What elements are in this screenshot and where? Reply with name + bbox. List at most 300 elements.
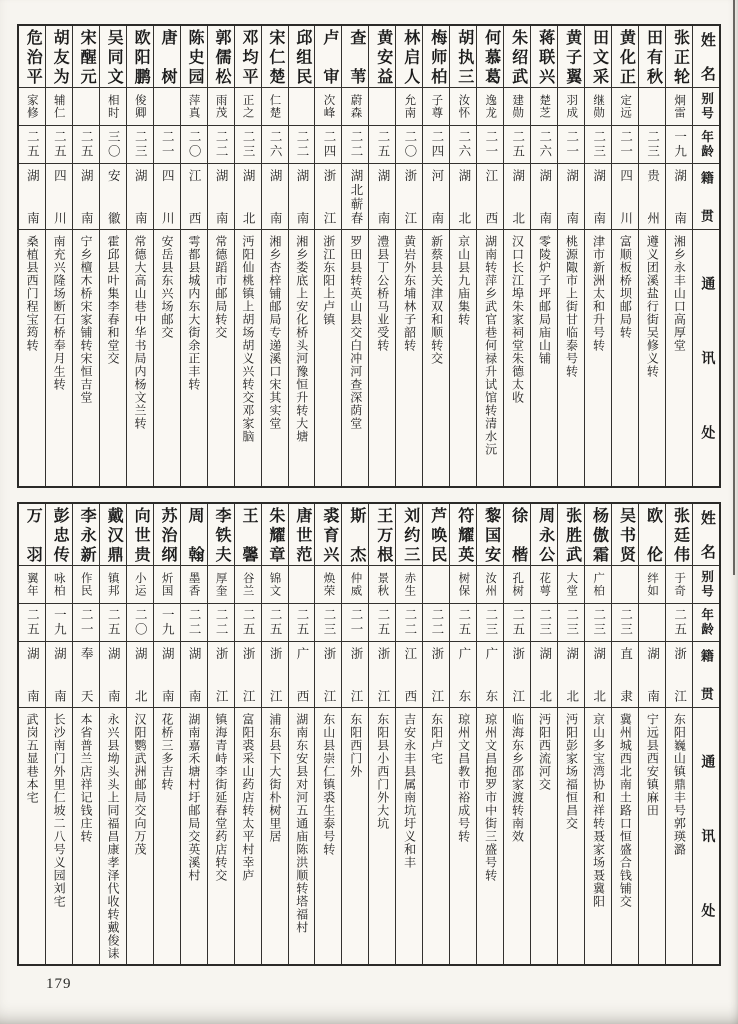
person-name: 吴书贤 bbox=[617, 507, 635, 562]
native-place-cell bbox=[181, 164, 207, 230]
person-name: 邱组民 bbox=[293, 29, 311, 84]
address-cell bbox=[585, 230, 611, 486]
person-column bbox=[288, 504, 315, 964]
person-native-place: 广东 bbox=[483, 647, 498, 702]
person-age: 一九 bbox=[672, 130, 687, 159]
native-place-cell bbox=[100, 164, 126, 230]
alias-cell bbox=[423, 566, 449, 604]
name-cell bbox=[19, 504, 45, 566]
person-column bbox=[638, 26, 665, 486]
native-place-cell bbox=[666, 642, 692, 708]
age-cell bbox=[666, 604, 692, 642]
person-name: 裘育兴 bbox=[320, 507, 338, 562]
person-column bbox=[638, 504, 665, 964]
person-native-place: 奉天 bbox=[79, 647, 94, 702]
person-address: 浙江东阳上卢镇 bbox=[321, 235, 336, 326]
person-native-place: 浙江 bbox=[268, 647, 283, 702]
address-cell bbox=[73, 230, 99, 486]
address-cell bbox=[477, 708, 503, 964]
alias-cell bbox=[612, 88, 638, 126]
person-column bbox=[19, 26, 45, 486]
alias-cell bbox=[450, 566, 476, 604]
name-cell bbox=[666, 26, 692, 88]
name-cell bbox=[369, 26, 395, 88]
person-name: 欧伦 bbox=[644, 507, 662, 562]
age-cell bbox=[289, 604, 315, 642]
name-cell bbox=[342, 504, 368, 566]
name-cell bbox=[181, 504, 207, 566]
person-age: 二三 bbox=[241, 130, 256, 159]
person-alias: 汝州 bbox=[484, 572, 497, 597]
age-cell bbox=[396, 604, 422, 642]
person-alias: 小运 bbox=[133, 572, 146, 597]
person-address: 富阳裘采山药店转太平村幸庐 bbox=[240, 713, 255, 882]
person-alias: 羽成 bbox=[565, 94, 578, 119]
address-cell bbox=[531, 230, 557, 486]
alias-cell bbox=[396, 88, 422, 126]
person-alias: 翼年 bbox=[25, 572, 38, 597]
native-place-cell bbox=[235, 164, 261, 230]
person-column bbox=[72, 26, 99, 486]
person-column bbox=[207, 504, 234, 964]
person-alias: 孔树 bbox=[511, 572, 524, 597]
person-column bbox=[476, 504, 503, 964]
alias-cell bbox=[369, 566, 395, 604]
name-cell bbox=[612, 26, 638, 88]
alias-cell bbox=[504, 566, 530, 604]
person-column bbox=[584, 26, 611, 486]
name-cell bbox=[235, 504, 261, 566]
address-cell bbox=[450, 230, 476, 486]
person-age: 二四 bbox=[322, 130, 337, 159]
age-cell bbox=[450, 126, 476, 164]
age-cell bbox=[342, 126, 368, 164]
person-native-place: 湖南 bbox=[672, 169, 687, 224]
person-age: 二一 bbox=[618, 130, 633, 159]
age-cell bbox=[19, 604, 45, 642]
name-cell bbox=[477, 504, 503, 566]
person-native-place: 江西 bbox=[187, 169, 202, 224]
name-cell bbox=[73, 504, 99, 566]
address-cell bbox=[639, 230, 665, 486]
person-age: 一九 bbox=[160, 608, 175, 637]
person-age: 二二 bbox=[295, 130, 310, 159]
person-alias: 赤生 bbox=[403, 572, 416, 597]
person-native-place: 湖北 bbox=[456, 169, 471, 224]
person-column bbox=[341, 504, 368, 964]
person-age: 二三 bbox=[564, 608, 579, 637]
age-cell bbox=[19, 126, 45, 164]
person-column bbox=[449, 504, 476, 964]
person-age: 二一 bbox=[483, 130, 498, 159]
person-native-place: 安徽 bbox=[106, 169, 121, 224]
header-column bbox=[692, 504, 719, 964]
person-native-place: 湖北蕲春 bbox=[348, 169, 363, 224]
person-native-place: 浙江 bbox=[429, 647, 444, 702]
alias-cell bbox=[585, 566, 611, 604]
address-cell bbox=[262, 230, 288, 486]
person-age: 二三 bbox=[322, 608, 337, 637]
alias-cell bbox=[477, 88, 503, 126]
person-column bbox=[341, 26, 368, 486]
alias-cell bbox=[585, 88, 611, 126]
person-column bbox=[261, 26, 288, 486]
person-native-place: 湖南 bbox=[295, 169, 310, 224]
person-column bbox=[72, 504, 99, 964]
person-alias: 允南 bbox=[403, 94, 416, 119]
header-age-label: 年龄 bbox=[699, 130, 714, 159]
person-name: 卢审 bbox=[320, 29, 338, 84]
alias-cell bbox=[46, 566, 72, 604]
name-cell bbox=[100, 26, 126, 88]
address-cell bbox=[369, 230, 395, 486]
age-cell bbox=[100, 604, 126, 642]
address-cell bbox=[639, 708, 665, 964]
person-name: 杨傲霜 bbox=[590, 507, 608, 562]
person-column bbox=[557, 504, 584, 964]
person-alias: 焕荣 bbox=[322, 572, 335, 597]
person-age: 二五 bbox=[375, 608, 390, 637]
name-cell bbox=[289, 26, 315, 88]
address-cell bbox=[208, 230, 234, 486]
address-cell bbox=[154, 708, 180, 964]
name-cell bbox=[127, 504, 153, 566]
person-address: 汉阳鹦武洲邮局交向万茂 bbox=[132, 713, 147, 856]
native-place-cell bbox=[154, 164, 180, 230]
native-place-cell bbox=[315, 642, 341, 708]
person-age: 二五 bbox=[268, 608, 283, 637]
person-address: 南充兴隆场断石桥奉月生转 bbox=[52, 235, 67, 391]
address-cell bbox=[585, 708, 611, 964]
person-address: 桃源陬市上街甘临泰号转 bbox=[564, 235, 579, 378]
name-cell bbox=[315, 504, 341, 566]
native-place-cell bbox=[558, 164, 584, 230]
name-cell bbox=[154, 504, 180, 566]
person-column bbox=[665, 504, 692, 964]
address-cell bbox=[181, 708, 207, 964]
address-cell bbox=[396, 708, 422, 964]
header-address-cell bbox=[693, 230, 719, 486]
person-address: 澧县丁公桥马业受转 bbox=[375, 235, 390, 352]
header-name-label: 姓名 bbox=[698, 32, 715, 81]
alias-cell bbox=[639, 566, 665, 604]
name-cell bbox=[46, 504, 72, 566]
person-age: 二一 bbox=[348, 608, 363, 637]
age-cell bbox=[585, 126, 611, 164]
person-age: 二三 bbox=[618, 608, 633, 637]
person-native-place: 湖南 bbox=[591, 169, 606, 224]
header-native-place-cell bbox=[693, 642, 719, 708]
name-cell bbox=[423, 26, 449, 88]
address-cell bbox=[612, 230, 638, 486]
person-name: 张胜武 bbox=[563, 507, 581, 562]
address-cell bbox=[100, 708, 126, 964]
person-native-place: 湖北 bbox=[564, 647, 579, 702]
person-alias: 萍真 bbox=[187, 94, 200, 119]
name-cell bbox=[558, 504, 584, 566]
name-cell bbox=[639, 26, 665, 88]
age-cell bbox=[639, 126, 665, 164]
person-native-place: 湖南 bbox=[645, 647, 660, 702]
alias-cell bbox=[100, 566, 126, 604]
age-cell bbox=[423, 126, 449, 164]
name-cell bbox=[235, 26, 261, 88]
age-cell bbox=[262, 126, 288, 164]
person-address: 宁远县西安镇麻田 bbox=[645, 713, 660, 817]
address-cell bbox=[289, 708, 315, 964]
person-alias: 汝怀 bbox=[457, 94, 470, 119]
person-address: 吉安永丰县属南坑圩义和丰 bbox=[402, 713, 417, 869]
header-address-cell bbox=[693, 708, 719, 964]
alias-cell bbox=[666, 88, 692, 126]
address-cell bbox=[369, 708, 395, 964]
person-age: 二三 bbox=[645, 130, 660, 159]
person-native-place: 浙江 bbox=[322, 647, 337, 702]
person-alias: 正之 bbox=[241, 94, 254, 119]
person-native-place: 浙江 bbox=[322, 169, 337, 224]
person-column bbox=[503, 26, 530, 486]
person-address: 雩都县城内东大街余正丰转 bbox=[186, 235, 201, 391]
person-age: 一九 bbox=[52, 608, 67, 637]
age-cell bbox=[531, 604, 557, 642]
person-native-place: 湖北 bbox=[133, 647, 148, 702]
person-address: 武岗五显巷本宅 bbox=[25, 713, 40, 804]
native-place-cell bbox=[396, 164, 422, 230]
person-name: 李铁夫 bbox=[212, 507, 230, 562]
person-age: 二〇 bbox=[187, 130, 202, 159]
person-column bbox=[207, 26, 234, 486]
alias-cell bbox=[181, 88, 207, 126]
person-age: 二三 bbox=[591, 130, 606, 159]
alias-cell bbox=[208, 88, 234, 126]
age-cell bbox=[369, 126, 395, 164]
person-native-place: 浙江 bbox=[214, 647, 229, 702]
age-cell bbox=[612, 604, 638, 642]
address-cell bbox=[46, 230, 72, 486]
person-name: 李永新 bbox=[78, 507, 96, 562]
age-cell bbox=[585, 604, 611, 642]
person-column bbox=[476, 26, 503, 486]
alias-cell bbox=[450, 88, 476, 126]
native-place-cell bbox=[262, 642, 288, 708]
person-native-place: 四川 bbox=[52, 169, 67, 224]
age-cell bbox=[235, 604, 261, 642]
person-alias: 楚芝 bbox=[538, 94, 551, 119]
person-alias: 子尊 bbox=[430, 94, 443, 119]
person-alias: 定远 bbox=[619, 94, 632, 119]
name-cell bbox=[154, 26, 180, 88]
person-alias: 谷兰 bbox=[241, 572, 254, 597]
age-cell bbox=[531, 126, 557, 164]
name-cell bbox=[585, 504, 611, 566]
person-column bbox=[530, 26, 557, 486]
person-address: 琼州文昌教市裕成号转 bbox=[456, 713, 471, 843]
person-age: 二六 bbox=[537, 130, 552, 159]
native-place-cell bbox=[504, 164, 530, 230]
address-cell bbox=[208, 708, 234, 964]
person-native-place: 浙江 bbox=[402, 169, 417, 224]
person-alias: 咏柏 bbox=[52, 572, 65, 597]
person-age: 二二 bbox=[429, 608, 444, 637]
person-age: 二二 bbox=[214, 608, 229, 637]
person-alias: 花萼 bbox=[538, 572, 551, 597]
person-native-place: 湖南 bbox=[268, 169, 283, 224]
person-native-place: 湖南 bbox=[52, 647, 67, 702]
alias-cell bbox=[127, 88, 153, 126]
person-name: 张正轮 bbox=[671, 29, 689, 84]
alias-cell bbox=[262, 88, 288, 126]
person-address: 富顺板桥坝邮局转 bbox=[618, 235, 633, 339]
person-name: 危治平 bbox=[24, 29, 42, 84]
address-cell bbox=[262, 708, 288, 964]
person-name: 田文采 bbox=[590, 29, 608, 84]
person-native-place: 湖南 bbox=[187, 647, 202, 702]
person-address: 沔阳彭家场福恒昌交 bbox=[564, 713, 579, 830]
native-place-cell bbox=[342, 164, 368, 230]
name-cell bbox=[612, 504, 638, 566]
person-column bbox=[665, 26, 692, 486]
person-native-place: 四川 bbox=[618, 169, 633, 224]
person-name: 黎国安 bbox=[482, 507, 500, 562]
alias-cell bbox=[73, 566, 99, 604]
person-column bbox=[126, 504, 153, 964]
person-name: 戴汉鼎 bbox=[105, 507, 123, 562]
address-cell bbox=[396, 230, 422, 486]
alias-cell bbox=[531, 566, 557, 604]
name-cell bbox=[396, 26, 422, 88]
address-cell bbox=[154, 230, 180, 486]
address-cell bbox=[558, 230, 584, 486]
address-cell bbox=[315, 230, 341, 486]
person-address: 湘乡永丰山口高厚堂 bbox=[672, 235, 687, 352]
alias-cell bbox=[612, 566, 638, 604]
name-cell bbox=[262, 26, 288, 88]
person-age: 二五 bbox=[241, 608, 256, 637]
age-cell bbox=[342, 604, 368, 642]
age-cell bbox=[208, 126, 234, 164]
header-native-place-label: 籍贯 bbox=[698, 171, 714, 222]
person-column bbox=[503, 504, 530, 964]
name-cell bbox=[73, 26, 99, 88]
person-column bbox=[126, 26, 153, 486]
person-alias: 仁楚 bbox=[268, 94, 281, 119]
person-native-place: 直隶 bbox=[618, 647, 633, 702]
person-native-place: 广西 bbox=[295, 647, 310, 702]
native-place-cell bbox=[208, 164, 234, 230]
name-cell bbox=[639, 504, 665, 566]
person-column bbox=[422, 504, 449, 964]
person-address: 霍邱县叶集李春和堂交 bbox=[106, 235, 120, 365]
age-cell bbox=[450, 604, 476, 642]
person-name: 刘约三 bbox=[401, 507, 419, 562]
native-place-cell bbox=[450, 642, 476, 708]
person-name: 吴同文 bbox=[105, 29, 123, 84]
person-column bbox=[234, 504, 261, 964]
address-cell bbox=[558, 708, 584, 964]
age-cell bbox=[46, 126, 72, 164]
name-cell bbox=[504, 504, 530, 566]
native-place-cell bbox=[423, 164, 449, 230]
native-place-cell bbox=[639, 642, 665, 708]
person-age: 二六 bbox=[268, 130, 283, 159]
person-address: 琼州文昌抱罗市中街三盛号转 bbox=[483, 713, 498, 882]
address-cell bbox=[127, 708, 153, 964]
person-alias: 相时 bbox=[106, 94, 119, 119]
alias-cell bbox=[504, 88, 530, 126]
person-address: 永兴县坳头头上同福昌康孝泽代收转戴俊诔 bbox=[106, 713, 120, 960]
person-column bbox=[45, 504, 72, 964]
person-alias: 建勋 bbox=[511, 94, 524, 119]
person-name: 陈史园 bbox=[186, 29, 203, 84]
person-address: 冀州城西北南土路口恒盛合钱铺交 bbox=[618, 713, 633, 908]
person-column bbox=[234, 26, 261, 486]
person-address: 湘乡娄底上安化桥头河豫恒升转大塘 bbox=[294, 235, 309, 443]
person-native-place: 浙江 bbox=[241, 647, 256, 702]
native-place-cell bbox=[450, 164, 476, 230]
person-address: 湘乡杏梓铺邮局专递溪口宋其实堂 bbox=[267, 235, 282, 430]
age-cell bbox=[262, 604, 288, 642]
native-place-cell bbox=[289, 164, 315, 230]
person-age: 二一 bbox=[160, 130, 175, 159]
name-cell bbox=[450, 504, 476, 566]
header-alias-label: 别号 bbox=[699, 92, 714, 121]
person-native-place: 湖南 bbox=[25, 169, 40, 224]
person-alias: 仲威 bbox=[349, 572, 362, 597]
person-age: 二五 bbox=[52, 130, 67, 159]
person-column bbox=[368, 504, 395, 964]
name-cell bbox=[181, 26, 207, 88]
person-native-place: 湖北 bbox=[591, 647, 606, 702]
person-alias: 辅仁 bbox=[52, 94, 65, 119]
address-cell bbox=[127, 230, 153, 486]
person-age: 二一 bbox=[79, 608, 94, 637]
native-place-cell bbox=[531, 642, 557, 708]
person-alias: 大堂 bbox=[565, 572, 578, 597]
person-name: 唐树 bbox=[159, 29, 177, 84]
native-place-cell bbox=[612, 642, 638, 708]
person-native-place: 湖南 bbox=[537, 169, 552, 224]
alias-cell bbox=[19, 566, 45, 604]
alias-cell bbox=[639, 88, 665, 126]
address-cell bbox=[666, 708, 692, 964]
header-name-cell bbox=[693, 26, 719, 88]
person-column bbox=[19, 504, 45, 964]
alias-cell bbox=[100, 88, 126, 126]
person-native-place: 湖南 bbox=[564, 169, 579, 224]
native-place-cell bbox=[181, 642, 207, 708]
alias-cell bbox=[235, 88, 261, 126]
person-address: 罗田县转英山县交白冲河查深荫堂 bbox=[348, 235, 363, 430]
alias-cell bbox=[127, 566, 153, 604]
person-column bbox=[45, 26, 72, 486]
name-cell bbox=[450, 26, 476, 88]
person-column bbox=[99, 504, 126, 964]
person-native-place: 江西 bbox=[402, 647, 417, 702]
person-alias: 雨茂 bbox=[214, 94, 227, 119]
age-cell bbox=[46, 604, 72, 642]
person-age: 二五 bbox=[295, 608, 310, 637]
person-column bbox=[368, 26, 395, 486]
native-place-cell bbox=[100, 642, 126, 708]
name-cell bbox=[262, 504, 288, 566]
address-cell bbox=[46, 708, 72, 964]
alias-cell bbox=[369, 88, 395, 126]
age-cell bbox=[477, 604, 503, 642]
name-cell bbox=[531, 504, 557, 566]
age-cell bbox=[666, 126, 692, 164]
age-cell bbox=[73, 126, 99, 164]
header-age-label: 年龄 bbox=[699, 608, 714, 637]
